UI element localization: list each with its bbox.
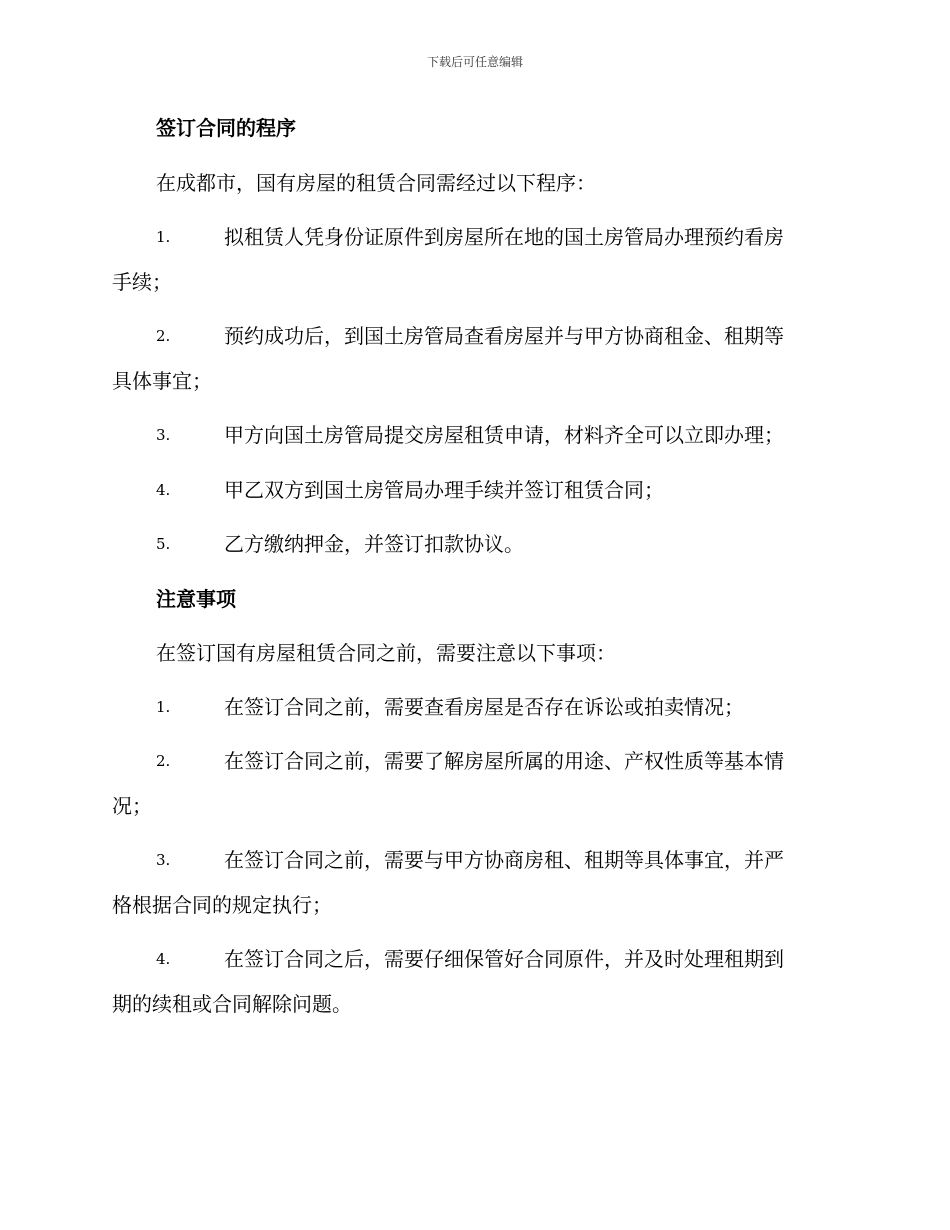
list-item-text: 拟租赁人凭身份证原件到房屋所在地的国土房管局办理预约看房 (224, 225, 784, 249)
list-item-continuation: 手续； (112, 270, 172, 294)
list-item-continuation: 具体事宜； (112, 369, 212, 393)
list-item-text: 在签订合同之前，需要了解房屋所属的用途、产权性质等基本情 (224, 749, 784, 773)
list-item (112, 425, 836, 445)
list-item (112, 326, 836, 391)
section-intro: 在成都市，国有房屋的租赁合同需经过以下程序： (156, 171, 596, 195)
list-item-number: 5. (156, 535, 171, 553)
list-item-number: 2. (156, 752, 171, 770)
list-item (112, 850, 836, 915)
list-item-text: 在签订合同之后，需要仔细保管好合同原件，并及时处理租期到 (224, 947, 784, 971)
list-item (112, 949, 836, 1014)
section-heading: 签订合同的程序 (156, 116, 296, 140)
list-item-continuation: 期的续租或合同解除问题。 (112, 992, 352, 1016)
list-item-number: 2. (156, 327, 171, 345)
list-item-number: 3. (156, 851, 171, 869)
list-item-text: 甲乙双方到国土房管局办理手续并签订租赁合同； (224, 478, 664, 502)
list-item-text: 甲方向国土房管局提交房屋租赁申请，材料齐全可以立即办理； (224, 423, 784, 447)
list-item-continuation: 格根据合同的规定执行； (112, 893, 332, 917)
section-heading: 注意事项 (156, 587, 236, 611)
list-item (112, 751, 836, 816)
list-item-number: 4. (156, 481, 171, 499)
list-item (112, 227, 836, 292)
list-item-text: 乙方缴纳押金，并签订扣款协议。 (224, 532, 524, 556)
list-item-text: 在签订合同之前，需要查看房屋是否存在诉讼或拍卖情况； (224, 695, 744, 719)
list-item-number: 3. (156, 426, 171, 444)
header-note: 下载后可任意编辑 (426, 55, 523, 69)
list-item-number: 4. (156, 950, 171, 968)
list-item (112, 534, 836, 554)
list-item (112, 480, 836, 500)
list-item-continuation: 况； (112, 794, 152, 818)
list-item (112, 697, 836, 717)
list-item-text: 预约成功后，到国土房管局查看房屋并与甲方协商租金、租期等 (224, 324, 784, 348)
list-item-text: 在签订合同之前，需要与甲方协商房租、租期等具体事宜，并严 (224, 848, 784, 872)
list-item-number: 1. (156, 698, 171, 716)
list-item-number: 1. (156, 228, 171, 246)
section-intro: 在签订国有房屋租赁合同之前，需要注意以下事项： (156, 641, 616, 665)
